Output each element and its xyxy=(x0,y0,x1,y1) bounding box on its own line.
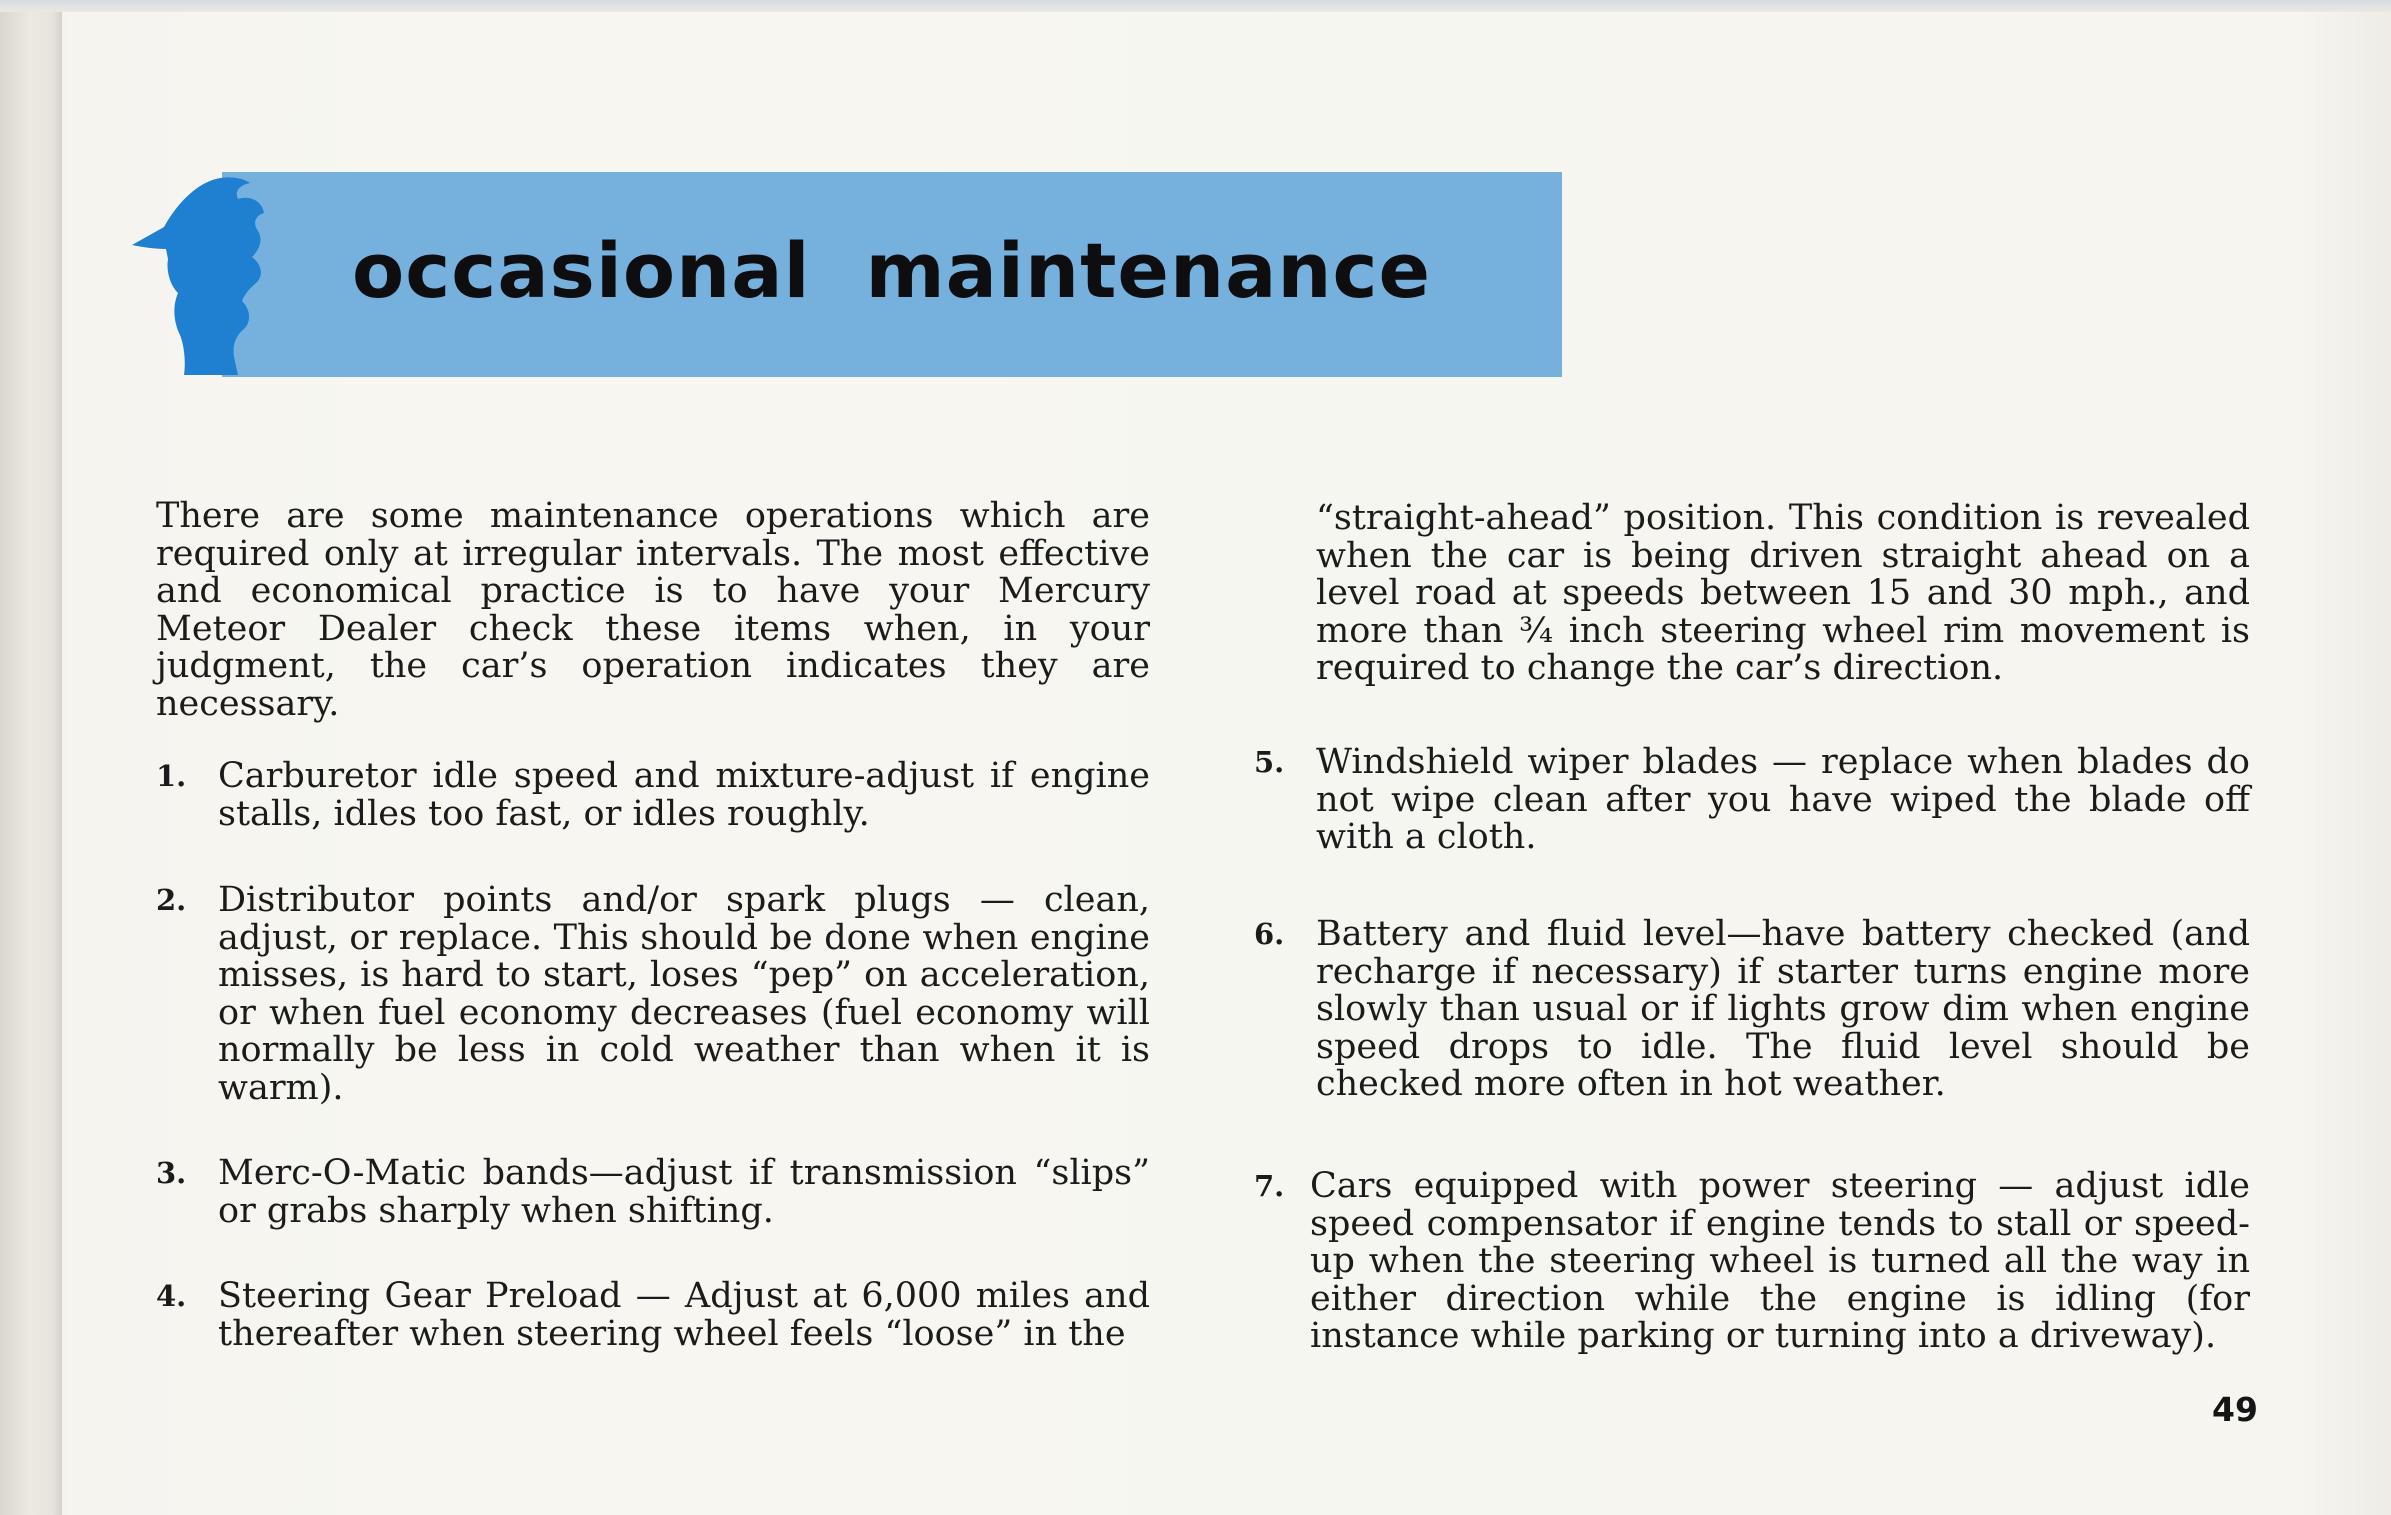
item-number: 3. xyxy=(156,1156,187,1190)
item-number: 6. xyxy=(1254,917,1285,951)
book-spine xyxy=(0,0,62,1515)
continuation-text: “straight-ahead” position. This condition is revealed when the car is being driven straight ahead on a level road at speeds between 15 and 30 mph., and more than ¾ inch steering wheel rim movement is required to change the car’s direction. xyxy=(1316,498,2250,688)
mercury-head-icon xyxy=(132,175,292,375)
item-text: Merc-O-Matic bands—adjust if transmission “slips” or grabs sharply when shifting. xyxy=(218,1153,1150,1231)
item-number: 2. xyxy=(156,883,187,917)
list-item xyxy=(156,882,1150,1107)
page-title: occasional maintenance xyxy=(352,226,1432,315)
list-item xyxy=(156,1278,1150,1353)
item-number: 1. xyxy=(156,759,187,793)
list-item xyxy=(1254,744,2250,857)
item-text: Battery and fluid level—have battery checked (and recharge if necessary) if starter turns engine more slowly than usual or if lights grow dim when engine speed drops to idle. The fluid level should be checked more often in hot weather. xyxy=(1316,914,2250,1104)
list-item xyxy=(156,1155,1150,1230)
page-number: 49 xyxy=(2212,1390,2258,1429)
item-text: Cars equipped with power steering — adjust idle speed compensator if engine tends to stall or speed-up when the steering wheel is turned all the way in either direction while the engine is idling (for instance while parking or turning into a driveway). xyxy=(1310,1166,2250,1356)
list-item xyxy=(1254,916,2250,1104)
page-top-edge xyxy=(0,0,2391,12)
item-number: 5. xyxy=(1254,745,1285,779)
item-text: Distributor points and/or spark plugs — clean, adjust, or replace. This should be done when engine misses, is hard to start, loses “pep” on acceleration, or when fuel economy decreases (fuel economy will normally be less in cold weather than when it is warm). xyxy=(218,880,1150,1108)
continuation-paragraph xyxy=(1316,500,2250,688)
item-text: Steering Gear Preload — Adjust at 6,000 miles and thereafter when steering wheel feels “loose” in the xyxy=(218,1276,1150,1354)
item-text: Windshield wiper blades — replace when blades do not wipe clean after you have wiped the blade off with a cloth. xyxy=(1316,742,2250,857)
intro-text: There are some maintenance operations which are required only at irregular intervals. The most effective and economical practice is to have your Mercury Meteor Dealer check these items when, in your judgment, the car’s operation indicates they are necessary. xyxy=(156,496,1150,724)
list-item xyxy=(1254,1168,2250,1356)
item-number: 4. xyxy=(156,1279,187,1313)
item-text: Carburetor idle speed and mixture-adjust if engine stalls, idles too fast, or idles roughly. xyxy=(218,756,1150,834)
list-item xyxy=(156,758,1150,833)
item-number: 7. xyxy=(1254,1169,1285,1203)
intro-paragraph xyxy=(156,498,1150,723)
